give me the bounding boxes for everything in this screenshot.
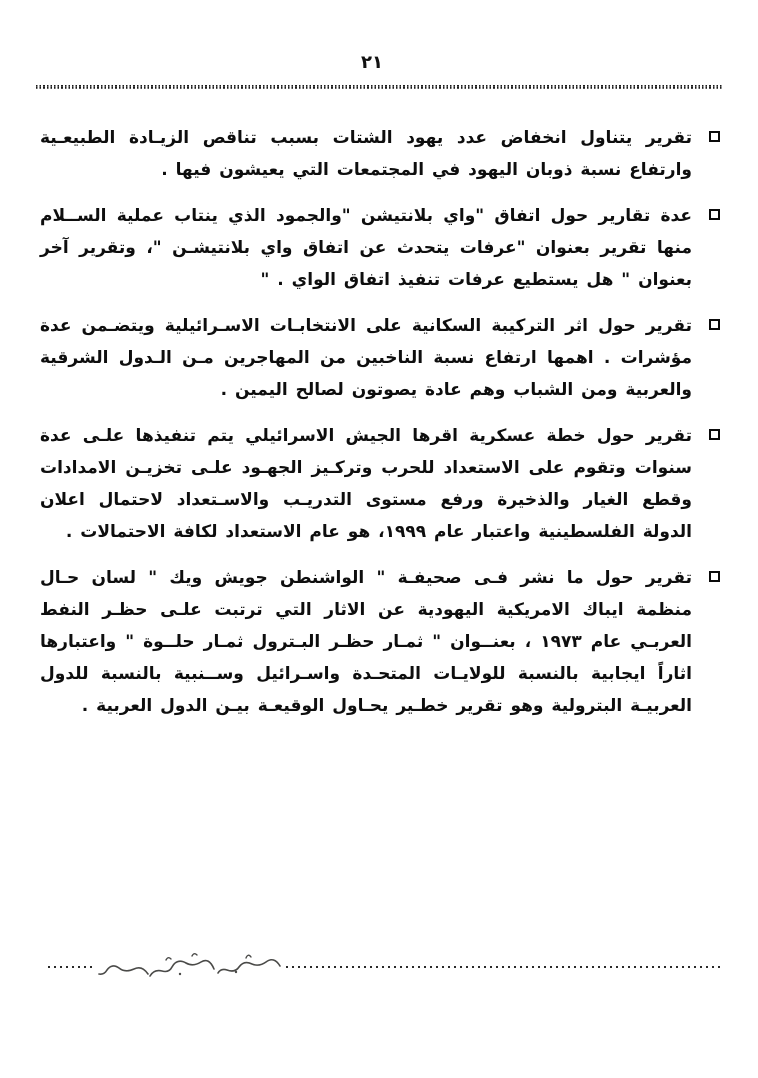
top-divider (36, 85, 722, 89)
list-item (40, 200, 720, 296)
square-bullet-icon (706, 200, 720, 296)
square-bullet-icon (706, 310, 720, 406)
bullet-paragraph: تقرير حول خطة عسكرية اقرها الجيش الاسرائيلي يتم تنفيذها علـى عدة سنوات وتقوم على الاستعداد للحرب وتركـيز الجهـود علـى تخزيـن الامدادات وقطع الغيار والذخيرة ورفع مستوى التدريـب والاسـتعداد لاحتمال اعلان الدولة الفلسطينية واعتبار عام ١٩٩٩، هو عام الاستعداد لكافة الاحتمالات . (40, 426, 692, 542)
list-item (40, 122, 720, 186)
bottom-divider-left-segment (48, 966, 96, 968)
list-item (40, 310, 720, 406)
list-item (40, 420, 720, 548)
square-bullet-icon (706, 420, 720, 548)
square-bullet-icon (706, 122, 720, 186)
page-content (40, 122, 720, 736)
bullet-paragraph: تقرير حول ما نشر فـى صحيفـة " الواشنطن جويش ويك " لسان حـال منظمة ايباك الامريكية اليهودية عن الاثار التي ترتبت علـى حظـر النفط العربـي عام ١٩٧٣ ، بعنــوان " ثمـار حظـر البـترول ثمـار حلــوة " واعتبارها اثاراً ايجابية بالنسبة للولايـات المتحـدة واسـرائيل وســنبية بالنسبة للدول العربيـة البترولية وهو تقرير خطـير يحـاول الوقيعـة بيـن الدول العربية . (40, 568, 692, 716)
bullet-paragraph: عدة تقارير حول اتفاق "واي بلانتيشن "والجمود الذي ينتاب عملية الســلام منها تقرير بعنوان "عرفات يتحدث عن اتفاق واي بلانتيشـن "، وتقرير آخر بعنوان " هل يستطيع عرفات تنفيذ اتفاق الواي . " (40, 206, 692, 290)
bullet-paragraph: تقرير حول اثر التركيبة السكانية على الانتخابـات الاسـرائيلية ويتضـمن عدة مؤشرات . اهمها ارتفاع نسبة الناخبين من المهاجرين مـن الـدول الشرقية والعربية ومن الشباب وهم عادة يصوتون لصالح اليمين . (40, 316, 692, 400)
square-bullet-icon (706, 562, 720, 722)
bottom-divider-right-segment (286, 966, 720, 968)
handwritten-signature-icon (96, 944, 288, 982)
list-item (40, 562, 720, 722)
page-number: ٢١ (361, 52, 383, 73)
bullet-paragraph: تقرير يتناول انخفاض عدد يهود الشتات بسبب تناقص الزيـادة الطبيعـية وارتفاع نسبة ذوبان اليهود في المجتمعات التي يعيشون فيها . (40, 128, 692, 180)
